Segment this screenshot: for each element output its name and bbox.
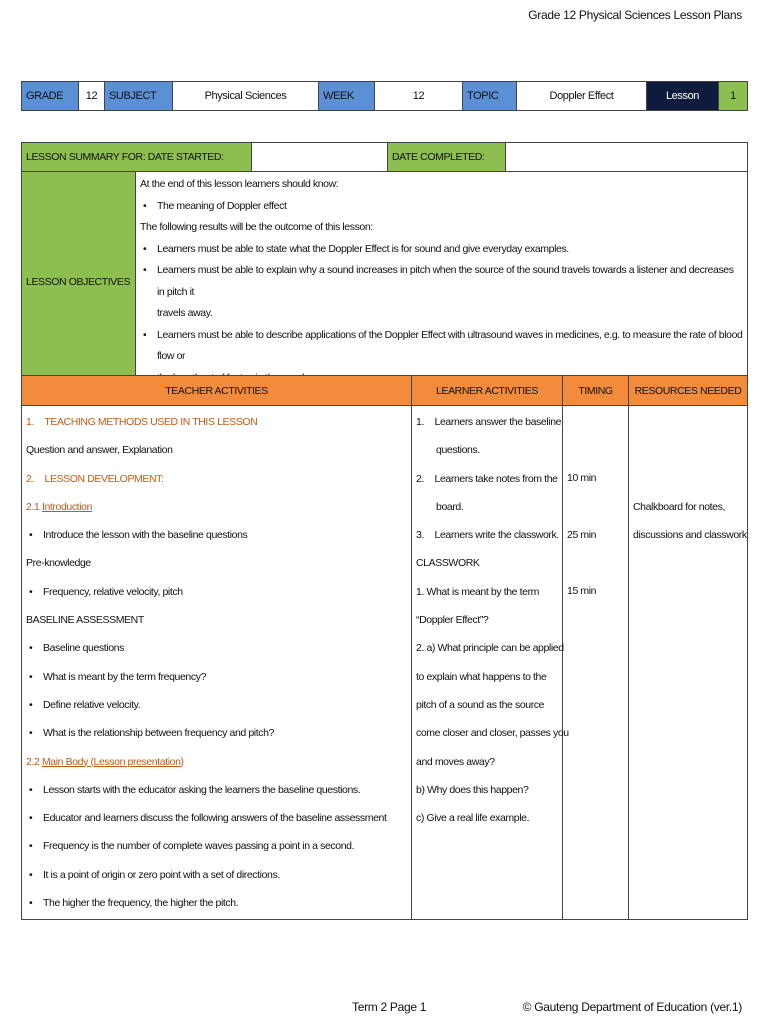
list-item: • Frequency is the number of complete waves passing a point in a second.	[26, 832, 407, 860]
outcome-item: • Learners must be able to describe applications of the Doppler Effect with ultrasound waves in medicines, e.g. to measure the rate of blood flow or	[140, 325, 743, 368]
topic-value: Doppler Effect	[517, 82, 647, 111]
subject-value: Physical Sciences	[173, 82, 319, 111]
classwork-question: 2. a) What principle can be applied	[416, 642, 564, 655]
outcome-item: • Learners must be able to explain why a sound increases in pitch when the source of the sound travels towards a listener and decreases in pitch it	[140, 260, 743, 303]
lesson-header-table	[21, 81, 748, 111]
resource-text: Chalkboard for notes,	[633, 501, 725, 513]
lesson-objectives-label: LESSON OBJECTIVES	[22, 172, 136, 392]
list-item: • What is the relationship between frequency and pitch?	[26, 719, 407, 747]
grade-value: 12	[79, 82, 105, 111]
timing-cell	[563, 406, 629, 920]
lesson-summary-table	[21, 142, 748, 392]
learner-activities-cell	[412, 406, 569, 920]
outcome-item: • Learners must be able to state what the Doppler Effect is for sound and give everyday examples.	[140, 239, 743, 261]
classwork-question: b) Why does this happen?	[416, 783, 529, 796]
lesson-value: 1	[719, 82, 748, 111]
learner-step: 1. Learners answer the baseline	[416, 416, 562, 428]
section-heading: 2. LESSON DEVELOPMENT:	[26, 472, 164, 485]
list-item: • It is a point of origin or zero point with a set of directions.	[26, 861, 407, 889]
resources-header: RESOURCES NEEDED	[629, 376, 748, 406]
list-item: • The higher the frequency, the higher the pitch.	[26, 889, 407, 917]
copyright-notice: © Gauteng Department of Education (ver.1)	[522, 1000, 742, 1014]
resources-cell	[629, 406, 748, 920]
classwork-question-continued: to explain what happens to the	[416, 670, 547, 683]
classwork-question: 1. What is meant by the term	[416, 585, 540, 598]
timing-value: 10 min	[567, 472, 597, 484]
subsection-heading: 2.1 Introduction	[26, 500, 93, 513]
resource-text: discussions and classwork	[633, 529, 747, 542]
lesson-objectives-content	[136, 172, 748, 392]
date-completed-label: DATE COMPLETED:	[388, 143, 506, 172]
list-item: • Lesson starts with the educator asking the learners the baseline questions.	[26, 776, 407, 804]
objectives-intro: At the end of this lesson learners should know:	[140, 178, 339, 190]
pre-knowledge-label: Pre-knowledge	[26, 557, 91, 570]
date-started-value[interactable]	[252, 143, 388, 172]
week-label: WEEK	[319, 82, 375, 111]
timing-value: 15 min	[567, 585, 597, 597]
classwork-question: c) Give a real life example.	[416, 812, 530, 825]
list-item: • Educator and learners discuss the following answers of the baseline assessment	[26, 804, 407, 832]
lesson-label: Lesson	[647, 82, 719, 111]
list-item: • Introduce the lesson with the baseline questions	[26, 521, 407, 549]
learner-step-continued: board.	[436, 500, 464, 513]
outcome-item-continued: travels away.	[157, 307, 213, 319]
topic-label: TOPIC	[463, 82, 517, 111]
date-completed-value[interactable]	[506, 143, 748, 172]
methods-text: Question and answer, Explanation	[26, 444, 173, 457]
date-started-label: LESSON SUMMARY FOR: DATE STARTED:	[22, 143, 252, 172]
grade-label: GRADE	[22, 82, 79, 111]
timing-value: 25 min	[567, 529, 597, 541]
subsection-heading: 2.2 Main Body (Lesson presentation)	[26, 755, 184, 768]
timing-header: TIMING	[563, 376, 629, 406]
classwork-label: CLASSWORK	[416, 557, 480, 570]
classwork-question-continued: and moves away?	[416, 755, 495, 768]
teacher-activities-cell	[22, 406, 412, 920]
baseline-assessment-label: BASELINE ASSESSMENT	[26, 614, 144, 627]
activities-table	[21, 375, 748, 920]
learner-activities-header: LEARNER ACTIVITIES	[412, 376, 563, 406]
section-heading: 1. TEACHING METHODS USED IN THIS LESSON	[26, 416, 258, 428]
list-item: • Frequency, relative velocity, pitch	[26, 578, 407, 606]
learner-step-continued: questions.	[436, 444, 480, 457]
objective-know-item: • The meaning of Doppler effect	[140, 196, 743, 218]
document-title: Grade 12 Physical Sciences Lesson Plans	[528, 8, 742, 22]
week-value: 12	[375, 82, 463, 111]
outcome-intro: The following results will be the outcome of this lesson:	[140, 221, 373, 233]
classwork-question-continued: “Doppler Effect”?	[416, 614, 489, 627]
learner-step: 3. Learners write the classwork.	[416, 529, 559, 542]
subject-label: SUBJECT	[105, 82, 173, 111]
classwork-question-continued: pitch of a sound as the source	[416, 698, 545, 711]
learner-step: 2. Learners take notes from the	[416, 472, 558, 485]
classwork-question-continued: come closer and closer, passes you	[416, 727, 569, 740]
page-number: Term 2 Page 1	[352, 1000, 427, 1014]
teacher-activities-header: TEACHER ACTIVITIES	[22, 376, 412, 406]
list-item: • Baseline questions	[26, 634, 407, 662]
list-item: • What is meant by the term frequency?	[26, 663, 407, 691]
list-item: • Define relative velocity.	[26, 691, 407, 719]
